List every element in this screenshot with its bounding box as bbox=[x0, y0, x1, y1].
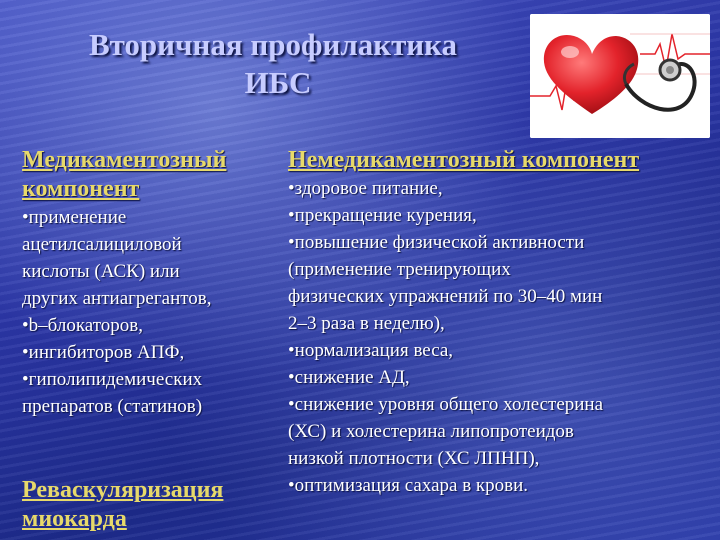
list-item-text: здоровое питание, bbox=[294, 178, 443, 199]
non-medication-column bbox=[288, 146, 718, 499]
list-item-text: снижение АД, bbox=[294, 367, 410, 388]
bullet-icon: • bbox=[288, 367, 295, 388]
list-item bbox=[22, 366, 288, 393]
list-item bbox=[22, 258, 288, 285]
bullet-icon: • bbox=[22, 342, 29, 363]
revascularization-heading-line-2: миокарда bbox=[22, 506, 127, 532]
list-item-text: применение bbox=[28, 207, 127, 228]
bullet-icon: • bbox=[288, 340, 295, 361]
list-item bbox=[22, 204, 288, 231]
list-item bbox=[288, 364, 718, 391]
bullet-icon: • bbox=[288, 205, 295, 226]
list-item bbox=[288, 256, 718, 283]
list-item bbox=[288, 391, 718, 418]
list-item-text: кислоты (АСК) или bbox=[22, 261, 180, 282]
non-medication-list bbox=[288, 175, 718, 499]
list-item bbox=[288, 310, 718, 337]
list-item-text: b–блокаторов, bbox=[28, 315, 143, 336]
bullet-icon: • bbox=[288, 178, 295, 199]
list-item-text: препаратов (статинов) bbox=[22, 396, 203, 417]
bullet-icon: • bbox=[22, 207, 29, 228]
list-item-text: снижение уровня общего холестерина bbox=[294, 394, 604, 415]
heart-stethoscope-image bbox=[530, 14, 710, 138]
list-item bbox=[288, 229, 718, 256]
list-item bbox=[288, 472, 718, 499]
list-item bbox=[22, 231, 288, 258]
list-item-text: низкой плотности (ХС ЛПНП), bbox=[288, 448, 540, 469]
list-item-text: прекращение курения, bbox=[294, 205, 477, 226]
medication-list bbox=[22, 204, 288, 420]
bullet-icon: • bbox=[288, 475, 295, 496]
medication-heading bbox=[22, 146, 288, 204]
list-item bbox=[288, 337, 718, 364]
list-item-text: повышение физической активности bbox=[294, 232, 585, 253]
list-item-text: нормализация веса, bbox=[294, 340, 454, 361]
list-item-text: физических упражнений по 30–40 мин bbox=[288, 286, 603, 307]
bullet-icon: • bbox=[22, 315, 29, 336]
list-item-text: (применение тренирующих bbox=[288, 259, 511, 280]
bullet-icon: • bbox=[288, 394, 295, 415]
title-line-1: Вторичная профилактика bbox=[88, 27, 458, 62]
slide-title bbox=[58, 26, 488, 102]
revascularization-heading bbox=[22, 476, 282, 534]
medication-heading-line-1: Медикаментозный bbox=[22, 147, 227, 173]
list-item-text: (ХС) и холестерина липопротеидов bbox=[288, 421, 574, 442]
list-item-text: других антиагрегантов, bbox=[22, 288, 212, 309]
list-item bbox=[22, 285, 288, 312]
medication-heading-line-2: компонент bbox=[22, 176, 140, 202]
list-item-text: 2–3 раза в неделю), bbox=[288, 313, 445, 334]
list-item bbox=[22, 312, 288, 339]
list-item bbox=[288, 175, 718, 202]
list-item bbox=[288, 283, 718, 310]
list-item bbox=[22, 339, 288, 366]
medication-column bbox=[22, 146, 288, 420]
list-item-text: ацетилсалициловой bbox=[22, 234, 182, 255]
bullet-icon: • bbox=[288, 232, 295, 253]
list-item-text: оптимизация сахара в крови. bbox=[294, 475, 529, 496]
list-item-text: ингибиторов АПФ, bbox=[28, 342, 185, 363]
list-item bbox=[288, 445, 718, 472]
heart-icon bbox=[530, 14, 710, 138]
non-medication-heading: Немедикаментозный компонент bbox=[288, 147, 640, 173]
revascularization-heading-line-1: Реваскуляризация bbox=[22, 477, 224, 503]
title-line-2: ИБС bbox=[244, 65, 312, 100]
list-item bbox=[22, 393, 288, 420]
bullet-icon: • bbox=[22, 369, 29, 390]
list-item-text: гиполипидемических bbox=[28, 369, 203, 390]
list-item bbox=[288, 202, 718, 229]
list-item bbox=[288, 418, 718, 445]
